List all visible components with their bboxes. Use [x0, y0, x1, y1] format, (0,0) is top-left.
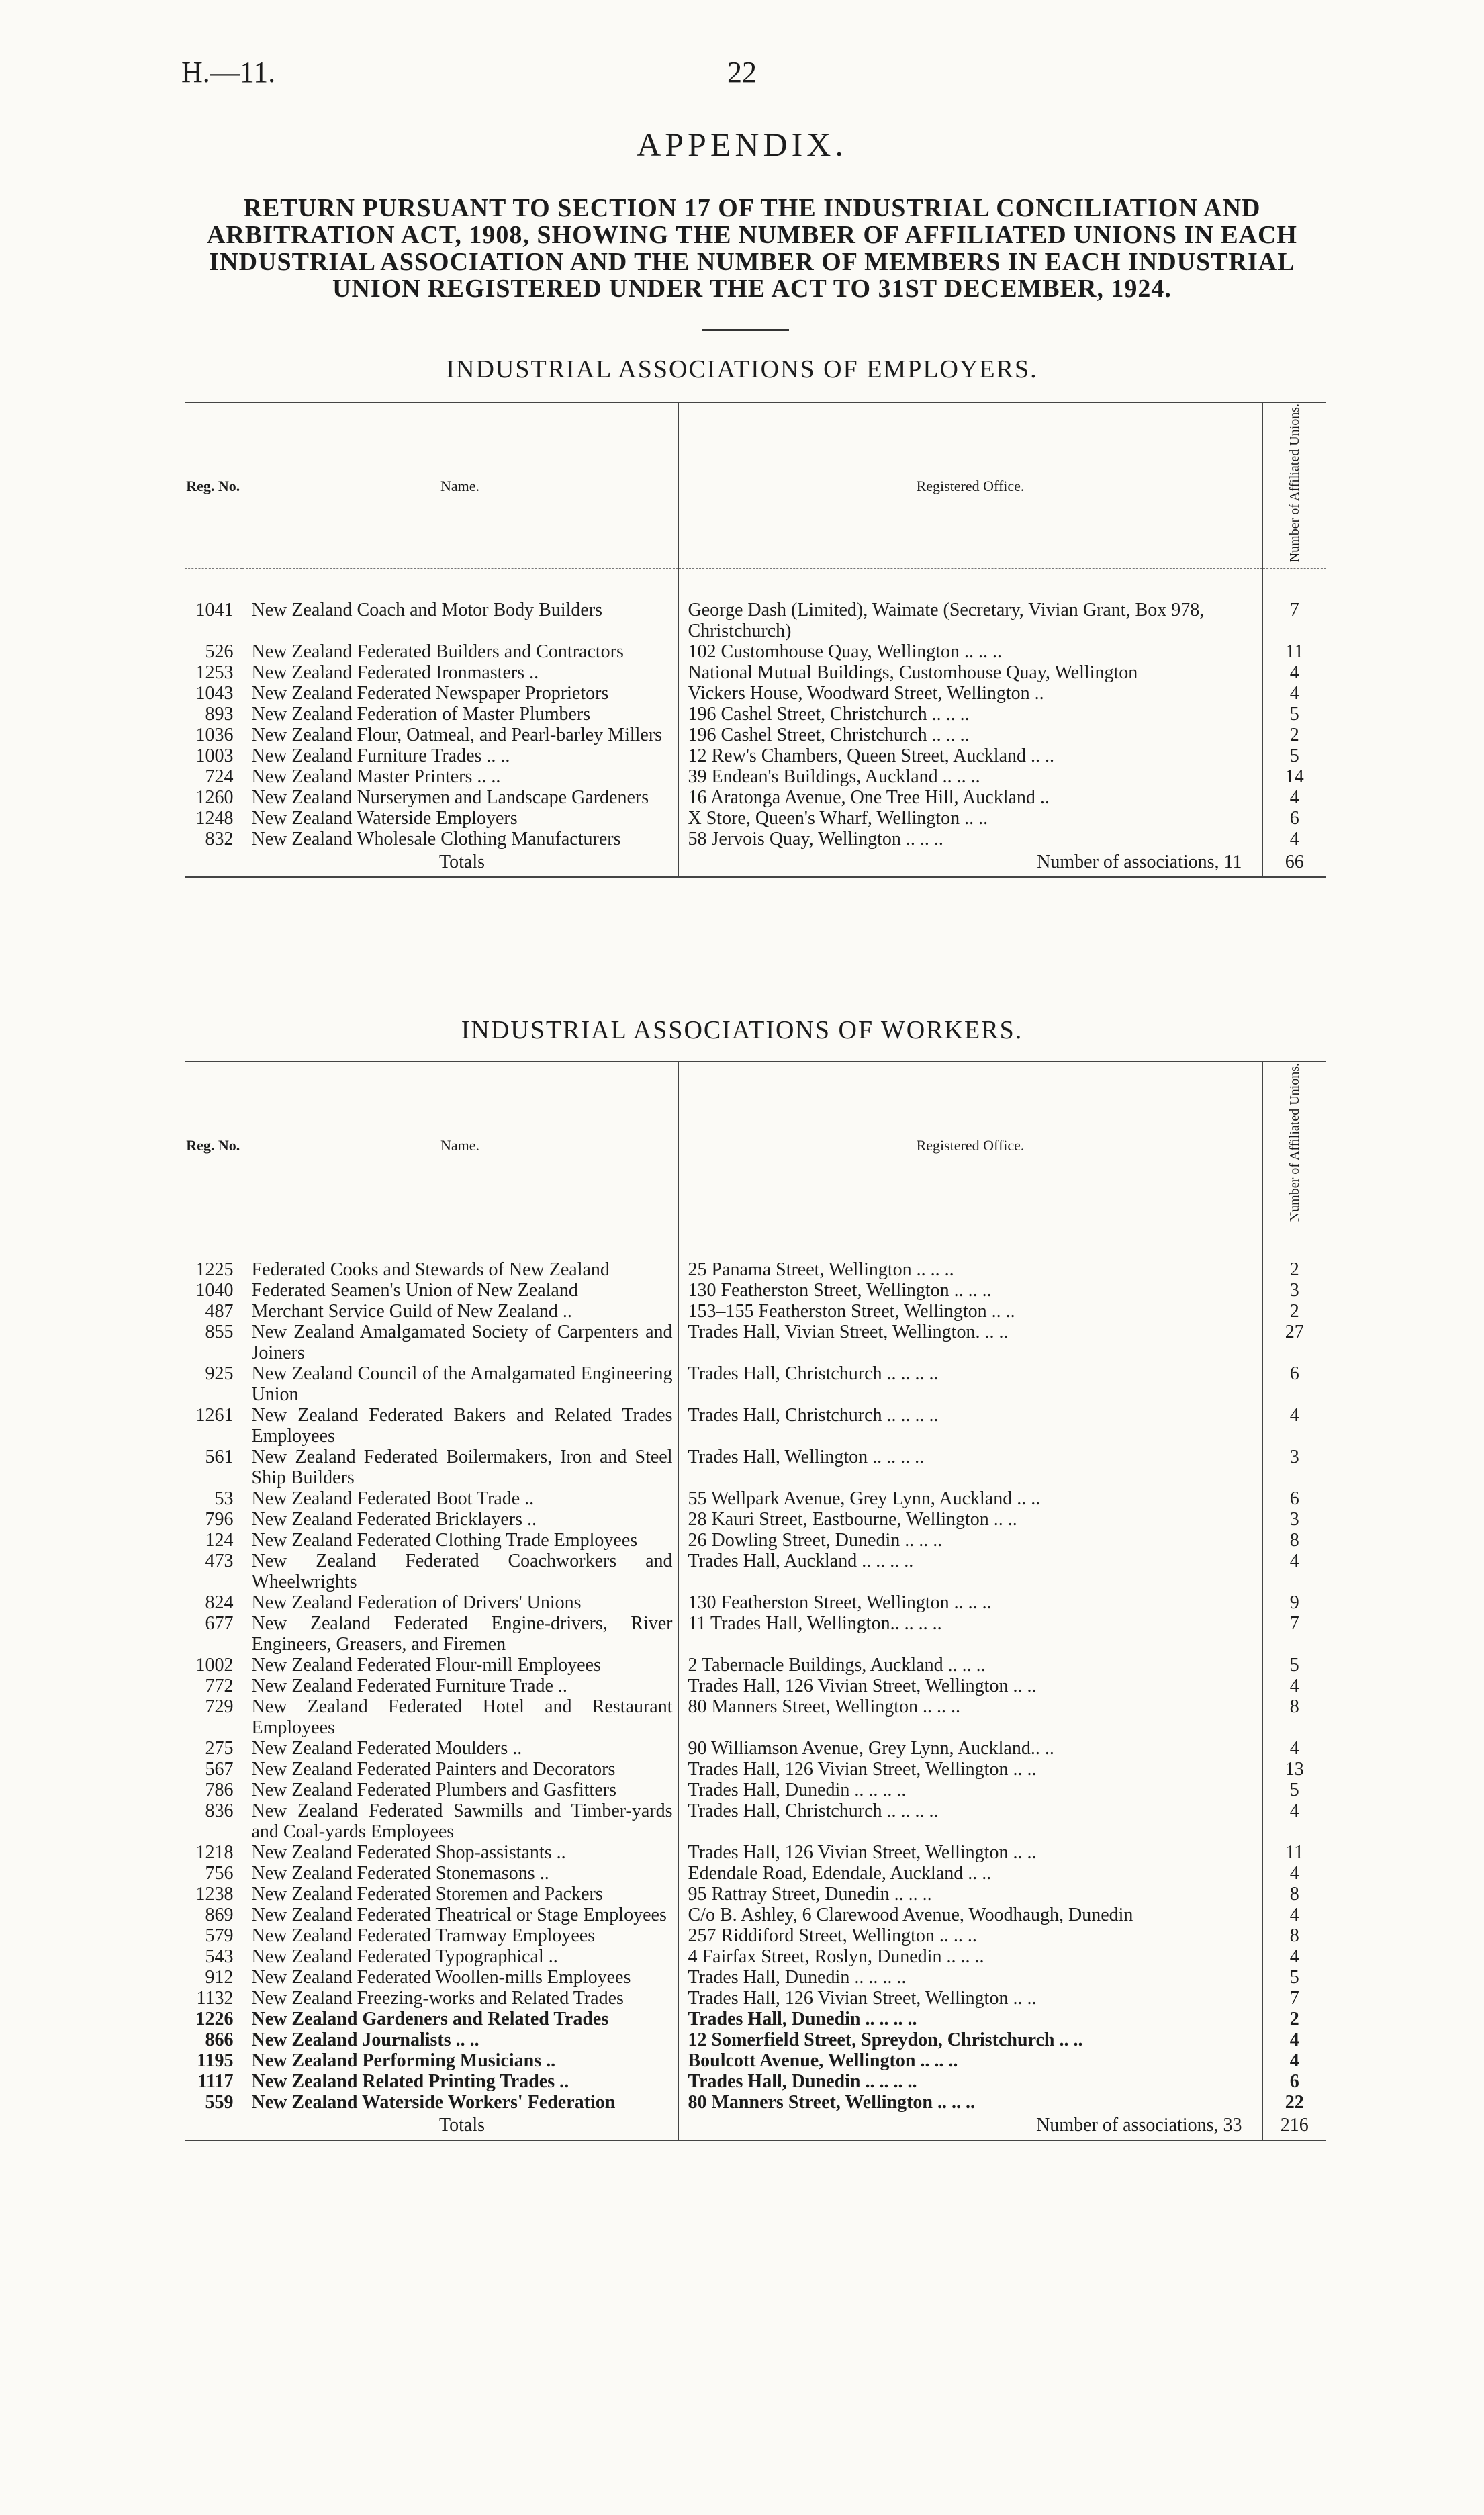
office-cell: C/o B. Ashley, 6 Clarewood Avenue, Woodhaugh, Dunedin — [678, 1905, 1262, 1925]
totals-label: Totals — [242, 850, 678, 878]
reg-no-cell: 1003 — [185, 745, 242, 766]
reg-no-cell: 855 — [185, 1322, 242, 1363]
affiliated-count-cell: 3 — [1289, 1509, 1299, 1530]
table-row — [185, 2092, 1326, 2113]
affiliated-count-cell: 2 — [1289, 1259, 1299, 1281]
table-row — [185, 1301, 1326, 1322]
name-cell: New Zealand Furniture Trades .. .. — [242, 745, 678, 766]
office-cell: Trades Hall, 126 Vivian Street, Wellington .. .. — [678, 1676, 1262, 1696]
office-cell: 58 Jervois Quay, Wellington .. .. .. — [678, 829, 1262, 850]
reg-no-cell: 526 — [185, 641, 242, 662]
name-cell: New Zealand Federated Coachworkers and Wheelwrights — [242, 1551, 678, 1592]
name-cell: New Zealand Federated Bakers and Related Trades Employees — [242, 1405, 678, 1447]
reg-no-cell: 1238 — [185, 1884, 242, 1905]
reg-no-cell: 473 — [185, 1551, 242, 1592]
reg-no-header: Reg. No. — [185, 1062, 242, 1228]
office-cell: 102 Customhouse Quay, Wellington .. .. .. — [678, 641, 1262, 662]
reg-no-cell: 275 — [185, 1738, 242, 1759]
totals-affiliated-count: 66 — [1262, 850, 1326, 878]
office-cell: 11 Trades Hall, Wellington.. .. .. .. — [678, 1613, 1262, 1655]
reg-no-cell: 559 — [185, 2092, 242, 2113]
table-row — [185, 725, 1326, 745]
office-cell: 39 Endean's Buildings, Auckland .. .. .. — [678, 766, 1262, 787]
office-cell: Boulcott Avenue, Wellington .. .. .. — [678, 2050, 1262, 2071]
affiliated-count-cell: 5 — [1289, 1655, 1299, 1676]
name-cell: New Zealand Federated Builders and Contractors — [242, 641, 678, 662]
name-cell: New Zealand Federation of Drivers' Unions — [242, 1592, 678, 1613]
reg-no-cell: 869 — [185, 1905, 242, 1925]
name-cell: New Zealand Federated Shop-assistants .. — [242, 1842, 678, 1863]
name-cell: New Zealand Federated Engine-drivers, River Engineers, Greasers, and Firemen — [242, 1613, 678, 1655]
table-row — [185, 745, 1326, 766]
name-cell: New Zealand Federated Plumbers and Gasfitters — [242, 1780, 678, 1800]
name-cell: New Zealand Journalists .. .. — [242, 2029, 678, 2050]
totals-reg-cell — [185, 850, 242, 878]
office-cell: Vickers House, Woodward Street, Wellington .. — [678, 683, 1262, 704]
affiliated-count-cell: 5 — [1289, 1967, 1299, 1988]
affiliated-count-cell: 4 — [1289, 1738, 1299, 1759]
table-row — [185, 1967, 1326, 1988]
reg-no-cell: 866 — [185, 2029, 242, 2050]
affiliated-count-cell: 4 — [1289, 787, 1299, 809]
table-row — [185, 808, 1326, 829]
office-cell: 12 Rew's Chambers, Queen Street, Auckland .. .. — [678, 745, 1262, 766]
affiliated-count-cell: 6 — [1289, 1488, 1299, 1510]
name-cell: New Zealand Amalgamated Society of Carpenters and Joiners — [242, 1322, 678, 1363]
reg-no-cell: 124 — [185, 1530, 242, 1551]
table-row — [185, 1842, 1326, 1863]
office-cell: 130 Featherston Street, Wellington .. .. .. — [678, 1592, 1262, 1613]
affiliated-count-cell: 6 — [1289, 808, 1299, 829]
office-cell: Trades Hall, Christchurch .. .. .. .. — [678, 1405, 1262, 1447]
office-cell: Trades Hall, Christchurch .. .. .. .. — [678, 1363, 1262, 1405]
affiliated-count-cell: 11 — [1285, 641, 1304, 663]
name-cell: New Zealand Flour, Oatmeal, and Pearl-barley Millers — [242, 725, 678, 745]
totals-affiliated-count: 216 — [1262, 2113, 1326, 2141]
affiliated-count-cell: 4 — [1289, 1905, 1299, 1926]
table-row — [185, 1863, 1326, 1884]
table-row — [185, 2009, 1326, 2029]
table-row — [185, 1946, 1326, 1967]
office-cell: Trades Hall, 126 Vivian Street, Wellington .. .. — [678, 1988, 1262, 2009]
affiliated-count-cell: 4 — [1289, 1676, 1299, 1697]
affiliated-count-cell: 4 — [1289, 829, 1299, 850]
name-cell: New Zealand Federated Painters and Decorators — [242, 1759, 678, 1780]
affiliated-header: Number of Affiliated Unions. — [1262, 402, 1326, 569]
reg-no-cell: 1261 — [185, 1405, 242, 1447]
affiliated-count-cell: 11 — [1285, 1842, 1304, 1864]
office-cell: 80 Manners Street, Wellington .. .. .. — [678, 1696, 1262, 1738]
table-row — [185, 1800, 1326, 1842]
affiliated-count-cell: 3 — [1289, 1447, 1299, 1468]
name-header: Name. — [242, 402, 678, 569]
table-row — [185, 1925, 1326, 1946]
affiliated-count-cell: 4 — [1289, 2050, 1299, 2072]
affiliated-count-cell: 2 — [1289, 1301, 1299, 1322]
page-number: 22 — [727, 56, 757, 89]
name-cell: Federated Seamen's Union of New Zealand — [242, 1280, 678, 1301]
name-cell: New Zealand Council of the Amalgamated Engineering Union — [242, 1363, 678, 1405]
table-row — [185, 1655, 1326, 1676]
name-cell: New Zealand Performing Musicians .. — [242, 2050, 678, 2071]
reg-no-cell: 1218 — [185, 1842, 242, 1863]
table-row — [185, 829, 1326, 850]
table-row — [185, 1696, 1326, 1738]
name-cell: Merchant Service Guild of New Zealand .. — [242, 1301, 678, 1322]
affiliated-count-cell: 8 — [1289, 1530, 1299, 1551]
name-cell: New Zealand Federated Woollen-mills Employees — [242, 1967, 678, 1988]
name-cell: New Zealand Freezing-works and Related Trades — [242, 1988, 678, 2009]
table-row — [185, 1738, 1326, 1759]
office-cell: Trades Hall, Auckland .. .. .. .. — [678, 1551, 1262, 1592]
affiliated-count-cell: 4 — [1289, 683, 1299, 704]
table-row — [185, 1405, 1326, 1447]
reg-no-cell: 796 — [185, 1509, 242, 1530]
reg-no-cell: 772 — [185, 1676, 242, 1696]
office-cell: Trades Hall, Dunedin .. .. .. .. — [678, 1780, 1262, 1800]
affiliated-count-cell: 22 — [1285, 2092, 1304, 2113]
affiliated-count-cell: 13 — [1285, 1759, 1304, 1780]
affiliated-count-cell: 8 — [1289, 1696, 1299, 1718]
table-row — [185, 1759, 1326, 1780]
office-cell: 130 Featherston Street, Wellington .. .. .. — [678, 1280, 1262, 1301]
affiliated-count-cell: 4 — [1289, 1800, 1299, 1822]
reg-no-cell: 756 — [185, 1863, 242, 1884]
table-row — [185, 766, 1326, 787]
name-cell: New Zealand Federated Newspaper Proprietors — [242, 683, 678, 704]
employers-section-title: INDUSTRIAL ASSOCIATIONS OF EMPLOYERS. — [446, 355, 1038, 383]
name-cell: New Zealand Federated Bricklayers .. — [242, 1509, 678, 1530]
office-cell: 26 Dowling Street, Dunedin .. .. .. — [678, 1530, 1262, 1551]
affiliated-count-cell: 4 — [1289, 662, 1299, 684]
name-cell: New Zealand Federation of Master Plumbers — [242, 704, 678, 725]
office-cell: 196 Cashel Street, Christchurch .. .. .. — [678, 704, 1262, 725]
office-cell: 25 Panama Street, Wellington .. .. .. — [678, 1259, 1262, 1280]
reg-no-cell: 1040 — [185, 1280, 242, 1301]
name-cell: New Zealand Federated Moulders .. — [242, 1738, 678, 1759]
reg-no-cell: 724 — [185, 766, 242, 787]
document-code: H.—11. — [181, 56, 276, 89]
office-cell: Trades Hall, Wellington .. .. .. .. — [678, 1447, 1262, 1488]
return-title: RETURN PURSUANT TO SECTION 17 OF THE INDUSTRIAL CONCILIATION AND ARBITRATION ACT, 1908, SHOWING THE NUMBER OF AFFILIATED UNIONS IN EACH INDUSTRIAL ASSOCIATION AND THE NUMBER OF MEMBERS IN EACH INDUSTRIAL UNION REGISTERED UNDER THE ACT TO 31ST DECEMBER, 1924. — [207, 194, 1297, 303]
affiliated-count-cell: 8 — [1289, 1884, 1299, 1905]
table-row — [185, 1613, 1326, 1655]
name-header: Name. — [242, 1062, 678, 1228]
reg-no-cell: 487 — [185, 1301, 242, 1322]
reg-no-cell: 1226 — [185, 2009, 242, 2029]
name-cell: New Zealand Federated Flour-mill Employees — [242, 1655, 678, 1676]
table-row — [185, 1884, 1326, 1905]
reg-no-cell: 836 — [185, 1800, 242, 1842]
office-cell: 95 Rattray Street, Dunedin .. .. .. — [678, 1884, 1262, 1905]
name-cell: New Zealand Coach and Motor Body Builders — [242, 600, 678, 641]
table-row — [185, 1530, 1326, 1551]
table-row — [185, 1905, 1326, 1925]
name-cell: Federated Cooks and Stewards of New Zealand — [242, 1259, 678, 1280]
name-cell: New Zealand Federated Sawmills and Timber-yards and Coal-yards Employees — [242, 1800, 678, 1842]
office-cell: Trades Hall, 126 Vivian Street, Wellington .. .. — [678, 1842, 1262, 1863]
totals-row — [185, 2113, 1326, 2141]
affiliated-count-cell: 5 — [1289, 1780, 1299, 1801]
reg-no-cell: 53 — [185, 1488, 242, 1509]
totals-association-count: Number of associations, 33 — [678, 2113, 1262, 2141]
office-cell: 196 Cashel Street, Christchurch .. .. .. — [678, 725, 1262, 745]
name-cell: New Zealand Federated Furniture Trade .. — [242, 1676, 678, 1696]
table-row — [185, 2050, 1326, 2071]
office-cell: George Dash (Limited), Waimate (Secretary, Vivian Grant, Box 978, Christchurch) — [678, 600, 1262, 641]
affiliated-count-cell: 6 — [1289, 2071, 1299, 2093]
table-row — [185, 1488, 1326, 1509]
reg-no-cell: 677 — [185, 1613, 242, 1655]
table-row — [185, 1988, 1326, 2009]
table-row — [185, 1363, 1326, 1405]
affiliated-count-cell: 7 — [1289, 1988, 1299, 2009]
name-cell: New Zealand Federated Stonemasons .. — [242, 1863, 678, 1884]
reg-no-cell: 1260 — [185, 787, 242, 808]
affiliated-count-cell: 5 — [1289, 745, 1299, 767]
affiliated-count-cell: 9 — [1289, 1592, 1299, 1614]
affiliated-count-cell: 27 — [1285, 1322, 1304, 1343]
name-cell: New Zealand Wholesale Clothing Manufacturers — [242, 829, 678, 850]
workers-table-body — [185, 1228, 1326, 2141]
reg-no-cell: 1002 — [185, 1655, 242, 1676]
reg-no-cell: 1036 — [185, 725, 242, 745]
appendix-title: APPENDIX. — [637, 126, 847, 163]
office-cell: 2 Tabernacle Buildings, Auckland .. .. .. — [678, 1655, 1262, 1676]
table-row — [185, 683, 1326, 704]
reg-no-cell: 729 — [185, 1696, 242, 1738]
affiliated-count-cell: 14 — [1285, 766, 1304, 788]
reg-no-cell: 1041 — [185, 600, 242, 641]
office-cell: Trades Hall, Vivian Street, Wellington. .. .. — [678, 1322, 1262, 1363]
name-cell: New Zealand Federated Storemen and Packers — [242, 1884, 678, 1905]
office-header: Registered Office. — [678, 402, 1262, 569]
affiliated-count-cell: 5 — [1289, 704, 1299, 725]
reg-no-cell: 1117 — [185, 2071, 242, 2092]
office-cell: Trades Hall, Dunedin .. .. .. .. — [678, 2009, 1262, 2029]
office-cell: 153–155 Featherston Street, Wellington .. .. — [678, 1301, 1262, 1322]
affiliated-count-cell: 4 — [1289, 1551, 1299, 1572]
affiliated-count-cell: 2 — [1289, 2009, 1299, 2030]
reg-no-cell: 893 — [185, 704, 242, 725]
table-row — [185, 662, 1326, 683]
reg-no-cell: 786 — [185, 1780, 242, 1800]
table-row — [185, 1280, 1326, 1301]
office-cell: X Store, Queen's Wharf, Wellington .. .. — [678, 808, 1262, 829]
table-row — [185, 1676, 1326, 1696]
table-row — [185, 1592, 1326, 1613]
employers-table-body — [185, 569, 1326, 878]
name-cell: New Zealand Related Printing Trades .. — [242, 2071, 678, 2092]
affiliated-count-cell: 2 — [1289, 725, 1299, 746]
affiliated-count-cell: 6 — [1289, 1363, 1299, 1385]
office-cell: Trades Hall, 126 Vivian Street, Wellington .. .. — [678, 1759, 1262, 1780]
reg-no-cell: 567 — [185, 1759, 242, 1780]
name-cell: New Zealand Federated Tramway Employees — [242, 1925, 678, 1946]
name-cell: New Zealand Federated Typographical .. — [242, 1946, 678, 1967]
table-row — [185, 2071, 1326, 2092]
table-row — [185, 1322, 1326, 1363]
office-cell: 55 Wellpark Avenue, Grey Lynn, Auckland .. .. — [678, 1488, 1262, 1509]
table-row — [185, 1551, 1326, 1592]
reg-no-cell: 543 — [185, 1946, 242, 1967]
table-row — [185, 1509, 1326, 1530]
reg-no-cell: 1195 — [185, 2050, 242, 2071]
name-cell: New Zealand Federated Hotel and Restaurant Employees — [242, 1696, 678, 1738]
affiliated-count-cell: 8 — [1289, 1925, 1299, 1947]
table-row — [185, 1447, 1326, 1488]
table-row — [185, 641, 1326, 662]
name-cell: New Zealand Gardeners and Related Trades — [242, 2009, 678, 2029]
affiliated-count-cell: 7 — [1289, 600, 1299, 621]
office-cell: 12 Somerfield Street, Spreydon, Christchurch .. .. — [678, 2029, 1262, 2050]
name-cell: New Zealand Federated Clothing Trade Employees — [242, 1530, 678, 1551]
reg-no-cell: 1225 — [185, 1259, 242, 1280]
employers-table — [185, 402, 1326, 878]
reg-no-cell: 832 — [185, 829, 242, 850]
reg-no-cell: 1132 — [185, 1988, 242, 2009]
table-row — [185, 704, 1326, 725]
affiliated-count-cell: 3 — [1289, 1280, 1299, 1301]
office-cell: Trades Hall, Christchurch .. .. .. .. — [678, 1800, 1262, 1842]
office-cell: 28 Kauri Street, Eastbourne, Wellington .. .. — [678, 1509, 1262, 1530]
totals-reg-cell — [185, 2113, 242, 2141]
table-row — [185, 1259, 1326, 1280]
affiliated-header: Number of Affiliated Unions. — [1262, 1062, 1326, 1228]
office-cell: Trades Hall, Dunedin .. .. .. .. — [678, 2071, 1262, 2092]
office-cell: Edendale Road, Edendale, Auckland .. .. — [678, 1863, 1262, 1884]
affiliated-count-cell: 4 — [1289, 1405, 1299, 1426]
name-cell: New Zealand Waterside Workers' Federation — [242, 2092, 678, 2113]
title-divider — [702, 329, 789, 331]
office-cell: Trades Hall, Dunedin .. .. .. .. — [678, 1967, 1262, 1988]
name-cell: New Zealand Waterside Employers — [242, 808, 678, 829]
name-cell: New Zealand Master Printers .. .. — [242, 766, 678, 787]
office-cell: 90 Williamson Avenue, Grey Lynn, Auckland.. .. — [678, 1738, 1262, 1759]
workers-section-title: INDUSTRIAL ASSOCIATIONS OF WORKERS. — [461, 1016, 1023, 1044]
affiliated-count-cell: 4 — [1289, 1863, 1299, 1884]
office-cell: 257 Riddiford Street, Wellington .. .. .. — [678, 1925, 1262, 1946]
totals-row — [185, 850, 1326, 878]
name-cell: New Zealand Federated Theatrical or Stage Employees — [242, 1905, 678, 1925]
table-row — [185, 787, 1326, 808]
reg-no-cell: 912 — [185, 1967, 242, 1988]
reg-no-cell: 561 — [185, 1447, 242, 1488]
office-header: Registered Office. — [678, 1062, 1262, 1228]
reg-no-cell: 824 — [185, 1592, 242, 1613]
name-cell: New Zealand Nurserymen and Landscape Gardeners — [242, 787, 678, 808]
table-row — [185, 600, 1326, 641]
workers-table — [185, 1061, 1326, 2141]
table-row — [185, 1780, 1326, 1800]
reg-no-cell: 1043 — [185, 683, 242, 704]
affiliated-count-cell: 4 — [1289, 2029, 1299, 2051]
name-cell: New Zealand Federated Boot Trade .. — [242, 1488, 678, 1509]
reg-no-cell: 579 — [185, 1925, 242, 1946]
reg-no-header: Reg. No. — [185, 402, 242, 569]
table-row — [185, 2029, 1326, 2050]
name-cell: New Zealand Federated Boilermakers, Iron and Steel Ship Builders — [242, 1447, 678, 1488]
office-cell: National Mutual Buildings, Customhouse Quay, Wellington — [678, 662, 1262, 683]
office-cell: 4 Fairfax Street, Roslyn, Dunedin .. .. .. — [678, 1946, 1262, 1967]
affiliated-count-cell: 4 — [1289, 1946, 1299, 1968]
office-cell: 80 Manners Street, Wellington .. .. .. — [678, 2092, 1262, 2113]
name-cell: New Zealand Federated Ironmasters .. — [242, 662, 678, 683]
totals-association-count: Number of associations, 11 — [678, 850, 1262, 878]
office-cell: 16 Aratonga Avenue, One Tree Hill, Auckland .. — [678, 787, 1262, 808]
reg-no-cell: 1248 — [185, 808, 242, 829]
totals-label: Totals — [242, 2113, 678, 2141]
reg-no-cell: 925 — [185, 1363, 242, 1405]
reg-no-cell: 1253 — [185, 662, 242, 683]
affiliated-count-cell: 7 — [1289, 1613, 1299, 1635]
